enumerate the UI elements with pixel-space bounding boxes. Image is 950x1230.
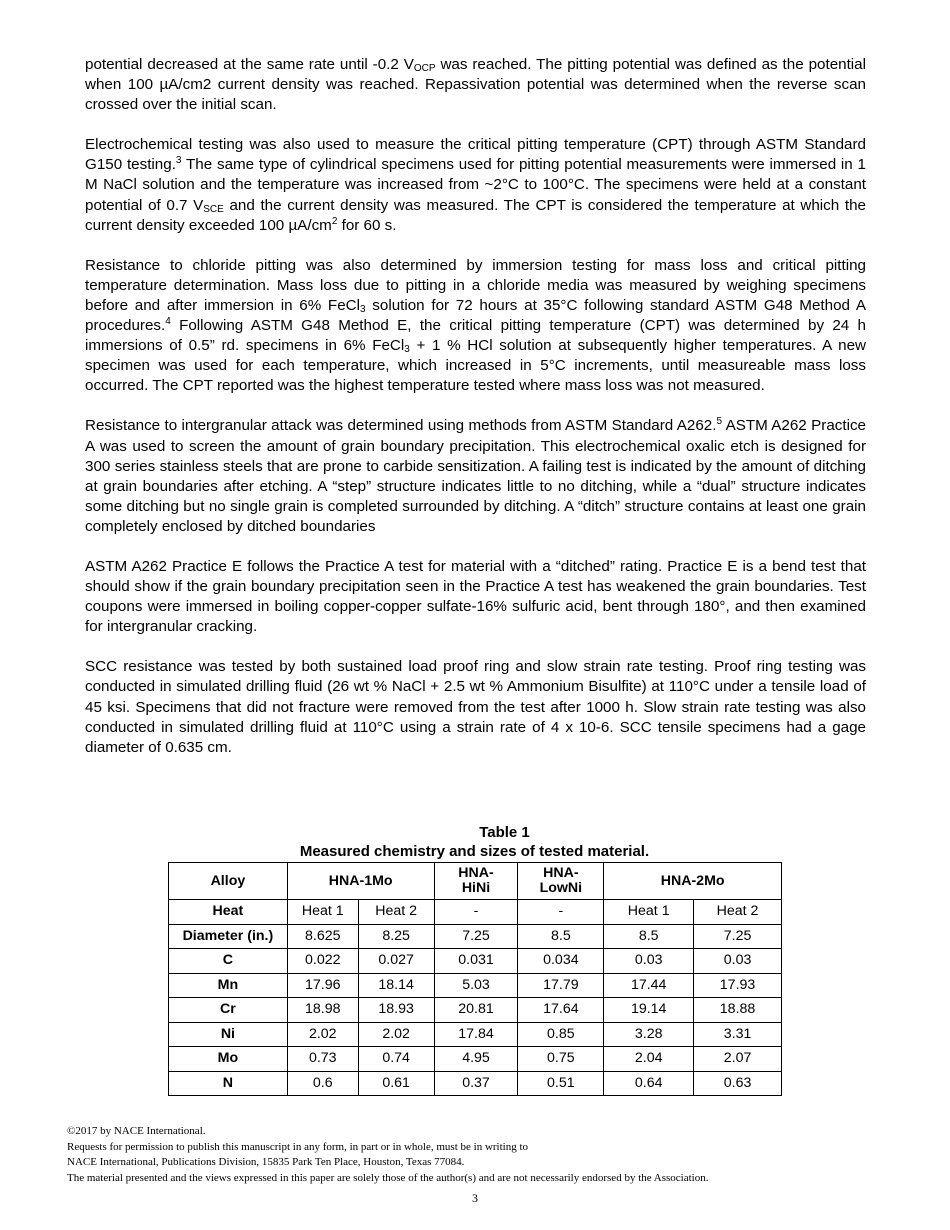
table-cell: 0.6	[287, 1071, 358, 1096]
text-run: ASTM A262 Practice E follows the Practice A test for material with a “ditched” rating. Practice E is a bend test that should show if the grain boundary precipitation seen in the Practice A test has weakened the grain boundaries. Test coupons were immersed in boiling copper-copper sulfate-16% sulfuric acid, bent through 180°, and then examined for intergranular cracking.	[85, 557, 866, 636]
row-label: N	[169, 1071, 288, 1096]
table-cell: 18.98	[287, 998, 358, 1023]
row-label: Ni	[169, 1022, 288, 1047]
table-row	[169, 924, 782, 949]
table-row	[169, 1071, 782, 1096]
text-run: solution for 72 hours at 35°C following standard ASTM G48 Method A procedures.	[85, 296, 866, 335]
table-cell: 20.81	[434, 998, 518, 1023]
table-cell: 0.74	[358, 1047, 434, 1072]
text-run: ASTM A262 Practice A was used to screen the amount of grain boundary precipitation. This electrochemical oxalic etch is designed for 300 series stainless steels that are prone to carbide sensitization. A failing test is indicated by the amount of ditching at grain boundaries after etching. A “step” structure indicates little to no ditching, while a “dual” structure indicates some ditching but no single grain is completed surrounded by ditching. A “ditch” structure contains at least one grain completely enclosed by ditched boundaries	[85, 417, 866, 535]
table-cell: -	[434, 900, 518, 925]
table-cell: 0.031	[434, 949, 518, 974]
header-hna-2mo: HNA-2Mo	[604, 863, 782, 900]
table-cell: 0.027	[358, 949, 434, 974]
subscript: OCP	[413, 63, 436, 74]
table-cell: 0.73	[287, 1047, 358, 1072]
text-run: Resistance to chloride pitting was also determined by immersion testing for mass loss and critical pitting temperature determination. Mass loss due to pitting in a chloride media was measured by weighing specimens before and after immersion in 6% FeCl	[85, 256, 866, 314]
table-row	[169, 1047, 782, 1072]
text-run: for 60 s.	[337, 216, 397, 234]
table-cell: Heat 1	[287, 900, 358, 925]
table-cell: Heat 1	[604, 900, 694, 925]
table-cell: 8.25	[358, 924, 434, 949]
table-cell: 2.02	[287, 1022, 358, 1047]
table-cell: 0.022	[287, 949, 358, 974]
text-run: and the current density was measured. The CPT is considered the temperature at which the current density exceeded 100 µA/cm	[85, 196, 866, 234]
table-cell: 7.25	[434, 924, 518, 949]
table-cell: 0.03	[694, 949, 782, 974]
superscript: 3	[175, 155, 182, 167]
row-label: Cr	[169, 998, 288, 1023]
header-hna-hini: HNA- HiNi	[434, 863, 518, 900]
header-hna-1mo: HNA-1Mo	[287, 863, 434, 900]
subscript: 3	[360, 303, 366, 315]
text-run: Electrochemical testing was also used to measure the critical pitting temperature (CPT) through ASTM Standard G150 testing.	[85, 136, 866, 174]
table-cell: 0.51	[518, 1071, 604, 1096]
superscript: 4	[165, 316, 171, 328]
table-cell: 7.25	[694, 924, 782, 949]
footer	[67, 1124, 708, 1186]
header-alloy: Alloy	[169, 863, 288, 900]
table-label: Table 1	[479, 824, 530, 841]
superscript: 5	[716, 416, 723, 428]
paragraph	[85, 55, 866, 115]
table-row	[169, 973, 782, 998]
paragraph	[85, 557, 866, 637]
footer-line: The material presented and the views expressed in this paper are solely those of the author(s) and are not necessarily endorsed by the Association.	[67, 1171, 709, 1184]
row-label: Heat	[169, 900, 288, 925]
text-run: + 1 % HCl solution at subsequently higher temperatures. A new specimen was used for each temperature, which increased in 5°C increments, until measureable mass loss occurred. The CPT reported was the highest temperature tested where mass loss was not measured.	[85, 337, 866, 395]
paragraph	[85, 657, 866, 757]
table-cell: Heat 2	[358, 900, 434, 925]
text-run: was reached. The pitting potential was defined as the potential when 100 µA/cm2 current density was reached. Repassivation potential was determined when the reverse scan crossed over the initial scan.	[85, 56, 866, 114]
footer-line: NACE International, Publications Division, 15835 Park Ten Place, Houston, Texas 77084.	[67, 1156, 465, 1168]
table-cell: 0.61	[358, 1071, 434, 1096]
table-cell: 17.84	[434, 1022, 518, 1047]
table-cell: 5.03	[434, 973, 518, 998]
table-cell: 18.88	[694, 998, 782, 1023]
subscript: 3	[404, 344, 410, 356]
table-cell: 0.85	[518, 1022, 604, 1047]
table-row	[169, 1022, 782, 1047]
table-cell: 19.14	[604, 998, 694, 1023]
table-cell: 0.034	[518, 949, 604, 974]
header-hna-lowni: HNA- LowNi	[518, 863, 604, 900]
table-cell: 0.03	[604, 949, 694, 974]
text-run: Following ASTM G48 Method E, the critical pitting temperature (CPT) was determined by 24 h immersions of 0.5” rd. specimens in 6% FeCl	[85, 317, 866, 355]
chemistry-table	[168, 862, 782, 1096]
row-label: C	[169, 949, 288, 974]
table-header-row	[169, 863, 782, 900]
table-cell: 0.37	[434, 1071, 518, 1096]
text-run: potential decreased at the same rate until -0.2 V	[85, 56, 414, 73]
table-cell: 0.75	[518, 1047, 604, 1072]
table-title: Measured chemistry and sizes of tested material.	[299, 843, 650, 860]
table-cell: 4.95	[434, 1047, 518, 1072]
table-cell: 8.5	[518, 924, 604, 949]
page-number: 3	[472, 1191, 478, 1205]
footer-line: Requests for permission to publish this manuscript in any form, in part or in whole, must be in writing to	[67, 1140, 529, 1153]
row-label: Mo	[169, 1047, 288, 1072]
table-cell: 0.64	[604, 1071, 694, 1096]
table-cell: 17.93	[694, 973, 782, 998]
table-cell: 18.93	[358, 998, 434, 1023]
superscript: 2	[331, 215, 338, 227]
table-cell: 3.28	[604, 1022, 694, 1047]
body-text	[85, 55, 866, 778]
row-label: Mn	[169, 973, 288, 998]
table-cell: 17.64	[518, 998, 604, 1023]
paragraph	[85, 416, 866, 537]
table-row	[169, 900, 782, 925]
table-caption	[168, 823, 781, 861]
row-label: Diameter (in.)	[169, 924, 288, 949]
paragraph	[85, 135, 866, 235]
table-cell: Heat 2	[694, 900, 782, 925]
table-row	[169, 949, 782, 974]
table-cell: 3.31	[694, 1022, 782, 1047]
text-run: SCC resistance was tested by both sustained load proof ring and slow strain rate testing. Proof ring testing was conducted in simulated drilling fluid (26 wt % NaCl + 2.5 wt % Ammonium Bisulfite) at 110°C under a tensile load of 45 ksi. Specimens that did not fracture were removed from the test after 1000 h. Slow strain rate testing was also conducted in simulated drilling fluid at 110°C using a strain rate of 4 x 10-6. SCC tensile specimens had a gage diameter of 0.635 cm.	[85, 658, 866, 756]
table-cell: 2.07	[694, 1047, 782, 1072]
paragraph	[85, 256, 866, 397]
table-cell: 17.79	[518, 973, 604, 998]
table-cell: 17.44	[604, 973, 694, 998]
table-cell: 18.14	[358, 973, 434, 998]
table-cell: 0.63	[694, 1071, 782, 1096]
text-run: The same type of cylindrical specimens used for pitting potential measurements were immersed in 1 M NaCl solution and the temperature was increased from ~2°C to 100°C. The specimens were held at a constant potential of 0.7 V	[85, 156, 867, 214]
table-cell: 17.96	[287, 973, 358, 998]
table-cell: 2.04	[604, 1047, 694, 1072]
table-cell: 8.625	[287, 924, 358, 949]
subscript: SCE	[203, 203, 224, 215]
table-cell: -	[518, 900, 604, 925]
table-cell: 2.02	[358, 1022, 434, 1047]
text-run: Resistance to intergranular attack was determined using methods from ASTM Standard A262.	[85, 417, 717, 435]
table-cell: 8.5	[604, 924, 694, 949]
footer-line: ©2017 by NACE International.	[67, 1125, 206, 1137]
table-row	[169, 998, 782, 1023]
